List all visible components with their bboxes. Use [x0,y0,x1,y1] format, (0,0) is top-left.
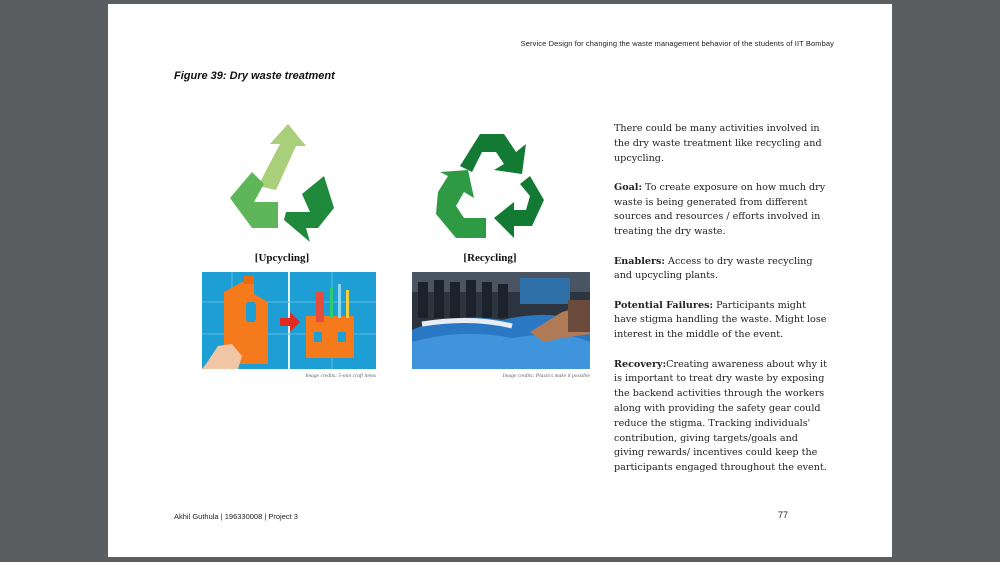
footer-author: Akhil Guthula | 196330008 | Project 3 [174,512,298,521]
recovery-paragraph [614,358,829,476]
recycling-photo [412,272,590,369]
recycling-credit: Image credits: Plastics make it possible [502,373,590,379]
failures-text: Participants might have stigma handling the waste. Might lose interest in the middle of the event. [614,299,827,341]
enablers-paragraph [614,255,829,285]
enablers-label: Enablers: [614,255,665,267]
enablers-text: Access to dry waste recycling and upcycling plants. [614,255,813,282]
upcycling-arrow-top [258,124,306,190]
intro-paragraph: There could be many activities involved in the dry waste treatment like recycling and upcycling. [614,123,822,164]
goal-text: To create exposure on how much dry waste is being generated from different sources and resources / efforts involved in treating the dry waste. [614,181,826,238]
figure-title: Figure 39: Dry waste treatment [174,70,335,82]
recycling-caption: [Recycling] [463,252,517,264]
upcycling-photo [202,272,376,369]
document-page [108,4,892,557]
description-column [614,122,829,490]
failures-label: Potential Failures: [614,299,714,311]
recycling-arrow-left [436,170,486,238]
upcycling-credit: Image credits: 5-min craft items [305,373,376,379]
running-header: Service Design for changing the waste management behavior of the students of IIT Bombay [520,39,834,48]
recovery-label: Recovery: [614,358,667,370]
recovery-text: Creating awareness about why it is important to treat dry waste by exposing the backend activities through the workers along with providing the safety gear could reduce the stigma. Tracking individuals' contribution, giving targets/goals and giving rewards/ incentives could keep the participants engaged throughout the event. [614,358,827,474]
recycling-arrow-top [460,134,526,174]
upcycling-icon [228,124,336,250]
goal-paragraph [614,181,829,240]
upcycling-caption: [Upcycling] [254,252,310,264]
page-number: 77 [778,510,789,520]
failures-paragraph [614,299,829,343]
recycling-arrow-right [494,176,544,238]
upcycling-arrow-right [284,176,334,242]
recycling-icon [434,130,546,244]
goal-label: Goal: [614,181,642,193]
